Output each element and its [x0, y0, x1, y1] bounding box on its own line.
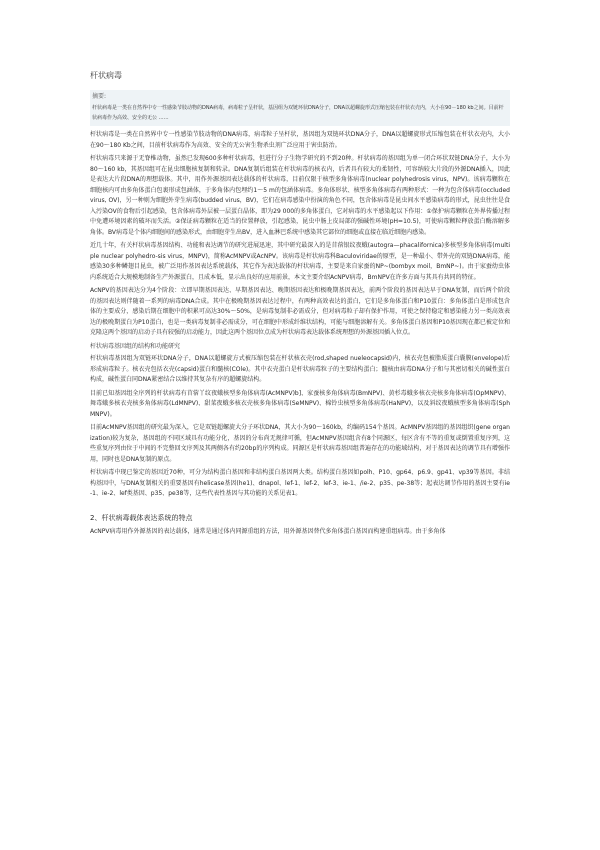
abstract-text: 杆状病毒是一类在自然界中专一性感染节肢动物的DNA病毒，病毒粒子呈杆状，基因组为双链环状DNA分子，DNA以超螺旋形式压缩包装在杆状衣壳内，大小在90－180 kb之间。目前杆状病毒作为高效、安全的无公 ……	[92, 105, 504, 121]
paragraph-virus-types: 杆状病毒只来源于无脊椎动物，虽然已发现600多种杆状病毒，但进行分子生物学研究的不到20种。杆状病毒的基因组为单一闭合环状双链DNA分子，大小为80～160 kb，其基因组可在昆虫细胞核复制和转录。DNA复制后组装在杆状病毒的核衣内，后者具有较大的柔韧性，可容纳较大片段的外源DNA插入，因此是表达大片段DNA的理想载体。其中，用作外源基因表达载体的杆状病毒，目前仅限于核型多角体病毒(nuclear polyhedrosis virus，NPV)。该病毒颗粒在细胞核内可由多角体蛋白包裹形成包涵体，于多角体内包埋约1～5 m的包涵体病毒。多角体形状、核型多角体病毒有两种形式：一种为包含体病毒(occluded virus, OV)，另一种则为细胞外芽生病毒(budded virus，BV)，它们在病毒感染中扮演的角色不同，包含体病毒是昆虫间水平感染病毒的形式，昆虫往往是食入污染OV的食物后引起感染，包含体病毒外层被一层蛋白晶体，即为29 000的多角体蛋白，它对病毒的水平感染起以下作用：①保护病毒颗粒在外界传播过程中免遭环境因素的破坏而失活。②保证病毒颗粒在适当的位置释放，引起感染，昆虫中肠上皮局部的强碱性环境(pH=10.5)，可使病毒颗粒释放蛋白酶溶解多角体。BV病毒是个体内细胞间的感染形式，由细胞芽生出BV，进入血淋巴系统中感染其它部位的细胞或直接在临近细胞内感染。	[90, 155, 510, 236]
paragraph-final: AcNPV病毒用作外源基因的表达载体，通常是通过体内同源重组的方法，用外源基因替代多角体蛋白基因而构建重组病毒。由于多角体	[90, 527, 446, 535]
paragraph-gene-classes: 杆状病毒中现已鉴定的基因近70种，可分为结构蛋白基因和非结构蛋白基因两大类。结构蛋白基因如polh、P10、gp64、p6.9、gp41、vp39等基因。非结构基因中，与DNA复制相关的重要基因有helicase基因(he1)、dnapol、lef-1、lef-2、lef-3、ie-1、/ie-2、p35、pe-38等；起表达调节作用的基因主要有ie-1、ie-2、lef类基因、p35、pe38等，这些代表性基因与其功能的关系见表1。	[90, 469, 510, 497]
document-title: 杆状病毒	[90, 71, 122, 80]
paragraph-known-genomes: 目前已知基因组全序列的杆状病毒有苜蓿丫纹夜蛾核型多角体病毒(AcMNPV)b]、家蚕核多角体病毒(BmNPV)、黄杉毒蛾多核衣壳核多角体病毒(OpMNPV)、舞毒蛾多核衣壳核多角体病毒(LdMNPV)、甜菜夜蛾多核衣壳核多角体病毒(SeMNPV)、棉铃虫核型多角体病毒(HaNPV)，以及斜纹夜蛾核型多角体病毒(SphMNPV)。	[90, 389, 510, 418]
paragraph-intro: 杆状病毒是一类在自然界中专一性感染节肢动物的DNA病毒，病毒粒子呈杆状，基因组为双链环状DNA分子，DNA以超螺旋形式压缩包装在杆状衣壳内，大小在90～180 Kb之间，目前杆状病毒作为高效、安全的无公害生物杀虫剂广泛应用于害虫防治。	[90, 131, 510, 149]
paragraph-genome-structure: 杆状病毒基因组为双链环状DNA分子，DNA以超螺旋方式被压缩包装在杆状核衣壳(rod,shaped nueleocapsid)内，核衣壳包被脂质蛋白囊膜(envelope)后形成病毒粒子。核衣壳包括衣壳(capsid)蛋白和髓核(COle)。其中衣壳蛋白是杆状病毒粒子的主要结构蛋白；髓核由病毒DNA分子和与其密切相关的碱性蛋白构成，碱性蛋白同DNA紧密结合以维持其复杂有序的超螺旋结构。	[90, 355, 510, 383]
abstract-box	[90, 90, 510, 126]
paragraph-acmnpv: 近几十年，有关杆状病毒基因结构、功能和表达调节的研究进展迅速，其中研究最深入的是苜蓿银纹夜蛾(autogra—phacalifornica)多核型多角体病毒(multiple nuclear polyhedro-sis virus，MNPV)，简称AcMNPV或AcNPV。该病毒是杆状病毒科Baculoviridae的原型，是一种最小、带外壳的双链DNA病毒，能感染30多种鳞翅目昆虫，被广泛用作基因表达系统载体，其它作为表达载体的杆状病毒，主要是来自家蚕的NP~(bombyx moil，BmNP~)。由于家蚕幼虫体内系统适合大规模地制备生产外源蛋白，且成本低，显示出良好的应用前景，本文主要介绍AcNPV病毒，BmNPV在许多方面与其具有共同的特征。	[90, 242, 511, 281]
document-content	[90, 70, 510, 540]
section-label-genome: 杆状病毒基因组的结构和功能研究	[90, 342, 181, 350]
paragraph-acmnpv-genome: 目前AcMNPV基因组的研究最为深入，它是双链超螺旋大分子环状DNA，其大小为90～160kb，约编码154个基因。AcMNPV基因组的基因组织(gene organization)较为复杂，基因组的不同区域具有功能分化，基因的分布尚无规律可循，但AcMNPV基因组含有8个同源区，每区含有不等的重复或倒置重复序列，这些重复序列由位于中间的不完整回文序列及其两侧各有约20bp的序列构成。同源区是杆状病毒基因组普遍存在的功能域结构，对于基因表达的调节具有增强作用，同时也是DNA复制的原点。	[90, 424, 510, 463]
abstract-label: 摘要:	[92, 93, 107, 100]
paragraph-gene-expression: AcNPV的基因表达分为4个阶段：立即早期基因表达、早期基因表达、晚期基因表达和极晚期基因表达，前两个阶段的基因表达早于DNA复制，而后两个阶段的基因表达则伴随着一系列的病毒DNA合成。其中在极晚期基因表达过程中，有两种高效表达的蛋白，它们是多角体蛋白和P10蛋白：多角体蛋白是形成包含体的主要成分，感染后期在细胞中的积累可高达30%～50%，是病毒复制非必需成分，但对病毒粒子却有保护作用，可使之保持稳定和感染能力另一类高效表达的极晚期蛋白为P10蛋白，也是一类病毒复制非必需成分，可在细胞中形成纤维状结构，可能与细胞溶解有关。多角体蛋白基因和P10基因现在都已被定位和克隆这两个基因的启动子具有较强的启动能力，因此这两个基因位点成为杆状病毒表达载体系统理想的外源基因插入位点。	[90, 287, 510, 336]
section-heading-vector-system: 2、杆状病毒载体表达系统的特点	[90, 513, 193, 522]
